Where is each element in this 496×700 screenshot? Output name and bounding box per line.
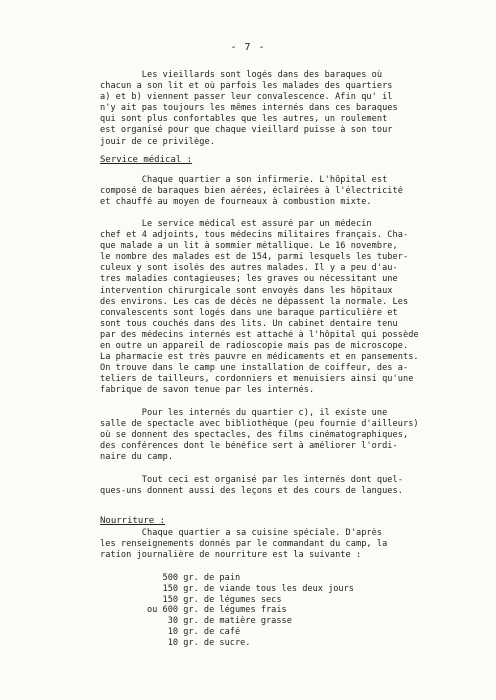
text-line: chacun a son lit et où parfois les malades des quartiers xyxy=(100,81,393,92)
paragraph-kitchen xyxy=(100,528,460,561)
text-line: Les vieillards sont logés dans des baraques où xyxy=(100,70,383,80)
text-line: que malade a un lit à sommier métallique. Le 16 novembre, xyxy=(100,241,398,252)
paragraph-infirmary xyxy=(100,175,460,208)
text-line: Le service médical est assuré par un médecin xyxy=(100,219,372,229)
paragraph-entertainment xyxy=(100,408,460,463)
text-line: tres maladies contagieuses; les graves ou nécessitant une xyxy=(100,274,398,285)
text-line: a) et b) viennent passer leur convalescence. Afin qu' il xyxy=(100,92,393,103)
text-line: chef et 4 adjoints, tous médecins militaires français. Cha- xyxy=(100,230,409,241)
ration-list xyxy=(147,573,387,649)
text-line: convalescents sont logés dans une baraque particulière et xyxy=(100,307,398,318)
text-line: intervention chirurgicale sont envoyés dans les hôpitaux xyxy=(100,285,393,296)
text-line: en outre un appareil de radioscopie mais pas de microscope. xyxy=(100,341,409,352)
text-line: les renseignements donnés par le commandant du camp, la xyxy=(100,539,388,550)
list-item: 30 gr. de matière grasse xyxy=(147,616,292,627)
list-item: ou 600 gr. de légumes frais xyxy=(147,605,287,616)
text-line: Chaque quartier a son infirmerie. L'hôpital est xyxy=(100,175,388,185)
list-item: 150 gr. de légumes secs xyxy=(147,594,282,605)
text-line: Chaque quartier a sa cuisine spéciale. D'après xyxy=(100,528,383,538)
text-line: où se donnent des spectacles, des films cinématographiques, xyxy=(100,430,409,441)
list-item: 10 gr. de sucre. xyxy=(147,637,251,648)
text-line: ques-uns donnent aussi des leçons et des cours de langues. xyxy=(100,486,403,497)
text-line: fabrique de savon tenue par les internés. xyxy=(100,385,315,396)
text-line: est organisé pour que chaque vieillard puisse à son tour xyxy=(100,125,393,136)
text-line: sont tous couchés dans des lits. Un cabinet dentaire tenu xyxy=(100,318,398,329)
heading-food: Nourriture : xyxy=(100,516,166,526)
paragraph-medical-staff xyxy=(100,219,460,397)
text-line: salle de spectacle avec bibliothèque (peu fournie d'ailleurs) xyxy=(100,419,419,430)
text-line: La pharmacie est très pauvre en médicaments et en pansements. xyxy=(100,352,419,363)
text-line: des environs. Les cas de décès ne dépassent la normale. Les xyxy=(100,296,409,307)
list-item: 150 gr. de viande tous les deux jours xyxy=(147,583,354,594)
text-line: naire du camp. xyxy=(100,452,174,463)
text-line: des conférences dont le bénéfice sert à améliorer l'ordi- xyxy=(100,441,398,452)
text-line: Tout ceci est organisé par les internés dont quel- xyxy=(100,475,403,485)
list-item: 500 gr. de pain xyxy=(147,573,241,583)
page-number: - 7 - xyxy=(230,42,266,53)
text-line: On trouve dans le camp une installation de coiffeur, des a- xyxy=(100,363,409,374)
text-line: et chauffé au moyen de fourneaux à combustion mixte. xyxy=(100,197,372,208)
text-line: jouir de ce privilège. xyxy=(100,136,215,147)
paragraph-lodging xyxy=(100,70,460,148)
text-line: le nombre des malades est de 154, parmi lesquels les tuber- xyxy=(100,252,409,263)
text-line: qui sont plus confortables que les autres, un roulement xyxy=(100,114,388,125)
text-line: teliers de tailleurs, cordonniers et menuisiers ainsi qu'une xyxy=(100,374,414,385)
paragraph-organization xyxy=(100,475,460,497)
text-line: composé de baraques bien aérées, éclairées à l'électricité xyxy=(100,186,403,197)
text-line: Pour les internés du quartier c), il existe une xyxy=(100,408,388,418)
text-line: n'y ait pas toujours les mêmes internés dans ces baraques xyxy=(100,103,398,114)
text-line: ration journalière de nourriture est la suivante : xyxy=(100,550,362,561)
heading-medical-service: Service médical : xyxy=(100,155,193,165)
text-line: culeux y sont isolés des autres malades. Il y a peu d'au- xyxy=(100,263,398,274)
text-line: par des médecins internés est attaché à l'hôpital qui possède xyxy=(100,329,419,340)
list-item: 10 gr. de café xyxy=(147,626,241,637)
